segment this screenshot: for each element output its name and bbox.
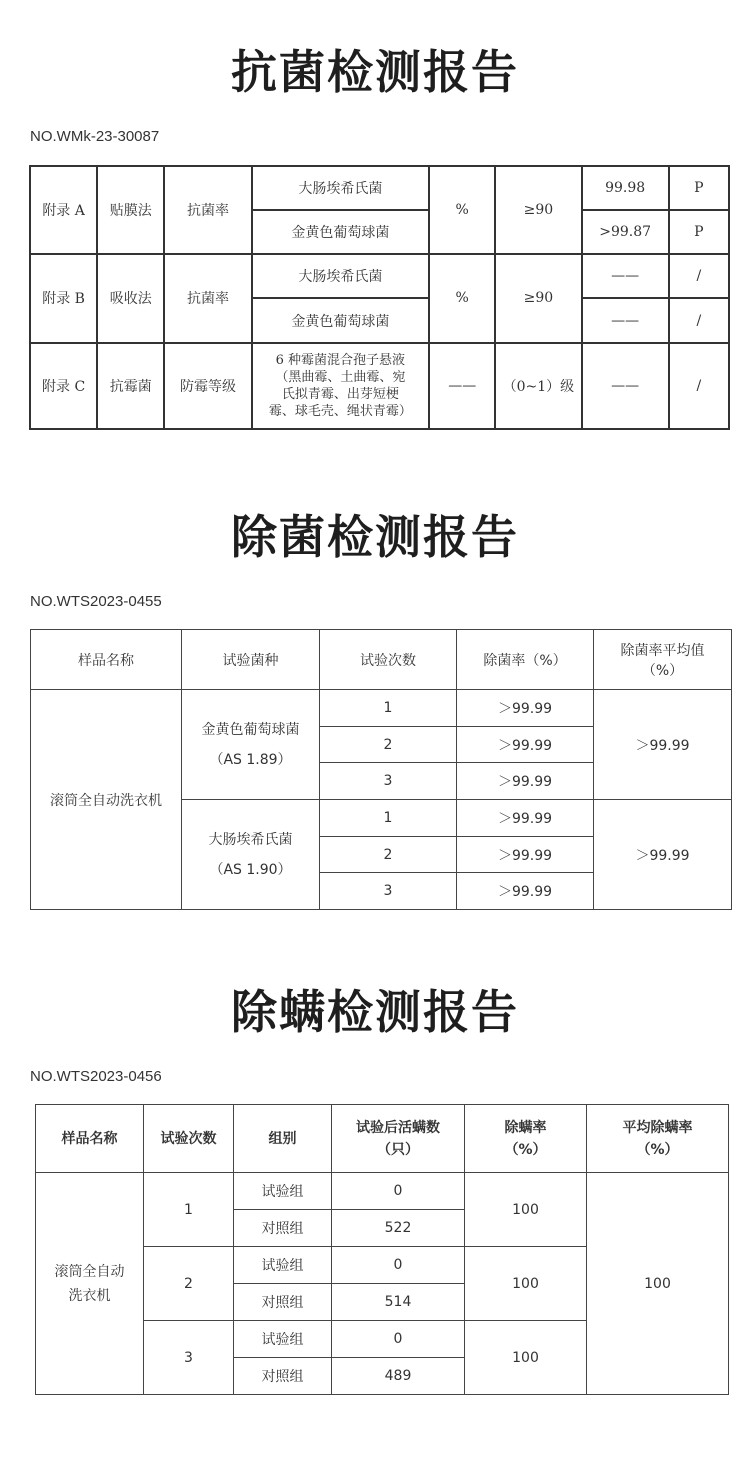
sterilization-table — [30, 629, 732, 910]
verdict-cell: / — [669, 298, 729, 342]
sterilization-report-number: NO.WTS2023-0455 — [30, 593, 162, 610]
avg-mite-rate-header-line: 平均除螨率 — [622, 1119, 693, 1136]
strain-code: （AS 1.90） — [209, 861, 292, 878]
run-number-cell: 2 — [320, 727, 457, 763]
strain-cell — [182, 690, 320, 800]
appendix-a-cell: 附录 A — [30, 166, 97, 254]
sample-header: 样品名称 — [36, 1105, 144, 1173]
alive-count-cell: 0 — [332, 1173, 465, 1210]
avg-mite-rate-header — [587, 1105, 729, 1173]
table-header-row — [36, 1105, 729, 1173]
strain-code: （AS 1.89） — [209, 751, 292, 768]
anti-mite-report-number: NO.WTS2023-0456 — [30, 1068, 162, 1085]
verdict-cell: P — [669, 166, 729, 210]
rate-header: 除菌率（%） — [457, 630, 594, 690]
method-cell: 抗霉菌 — [97, 343, 164, 429]
result-cell: —— — [582, 298, 669, 342]
mold-strain-line: 霉、球毛壳、绳状青霉） — [268, 403, 412, 419]
anti-mite-table — [35, 1104, 729, 1395]
verdict-cell: P — [669, 210, 729, 254]
rate-cell: ＞99.99 — [457, 763, 594, 800]
sample-name-cell — [36, 1173, 144, 1395]
appendix-c-cell: 附录 C — [30, 343, 97, 429]
alive-count-cell: 0 — [332, 1247, 465, 1284]
run-number-cell: 1 — [320, 800, 457, 837]
item-cell: 防霉等级 — [164, 343, 251, 429]
avg-mite-rate-header-line: （%） — [636, 1141, 679, 1158]
anti-mite-report-title: 除螨检测报告 — [231, 985, 519, 1039]
antibacterial-table — [29, 165, 730, 430]
strain-name: 大肠埃希氏菌 — [208, 831, 293, 848]
group-cell: 试验组 — [234, 1173, 332, 1210]
appendix-b-cell: 附录 B — [30, 254, 97, 342]
count-header: 试验次数 — [144, 1105, 234, 1173]
item-cell: 抗菌率 — [164, 166, 251, 254]
trial-number-cell: 3 — [144, 1321, 234, 1395]
mite-rate-header — [465, 1105, 587, 1173]
run-number-cell: 3 — [320, 763, 457, 800]
sample-name-line: 滚筒全自动 — [54, 1263, 125, 1280]
trial-number-cell: 1 — [144, 1173, 234, 1247]
strain-cell: 大肠埃希氏菌 — [252, 166, 430, 210]
mite-rate-cell: 100 — [465, 1321, 587, 1395]
group-cell: 对照组 — [234, 1284, 332, 1321]
unit-cell: % — [429, 254, 495, 342]
verdict-cell: / — [669, 254, 729, 298]
avg-mite-rate-cell: 100 — [587, 1173, 729, 1395]
alive-mites-header-line: （只） — [377, 1141, 419, 1158]
group-cell: 试验组 — [234, 1321, 332, 1358]
table-row — [36, 1173, 729, 1210]
result-cell: 99.98 — [582, 166, 669, 210]
antibacterial-report-title: 抗菌检测报告 — [231, 45, 519, 99]
mold-strain-line: （黑曲霉、土曲霉、宛 — [275, 369, 406, 385]
alive-count-cell: 489 — [332, 1358, 465, 1395]
strain-cell: 金黄色葡萄球菌 — [252, 210, 430, 254]
table-header-row — [31, 630, 732, 690]
rate-cell: ＞99.99 — [457, 873, 594, 910]
strain-cell: 金黄色葡萄球菌 — [252, 298, 430, 342]
unit-cell: —— — [429, 343, 495, 429]
table-row — [31, 690, 732, 727]
avg-cell: ＞99.99 — [594, 690, 732, 800]
rate-cell: ＞99.99 — [457, 800, 594, 837]
rate-cell: ＞99.99 — [457, 727, 594, 763]
alive-mites-header-line: 试验后活螨数 — [356, 1119, 440, 1136]
mold-strain-line: 氏拟青霉、出芽短梗 — [281, 386, 399, 402]
strain-header: 试验菌种 — [182, 630, 320, 690]
rate-cell: ＞99.99 — [457, 837, 594, 873]
avg-cell: ＞99.99 — [594, 800, 732, 910]
strain-cell: 大肠埃希氏菌 — [252, 254, 430, 298]
rate-cell: ＞99.99 — [457, 690, 594, 727]
table-row — [30, 343, 729, 429]
method-cell: 贴膜法 — [97, 166, 164, 254]
run-number-cell: 2 — [320, 837, 457, 873]
result-cell: —— — [582, 254, 669, 298]
requirement-cell: ≥90 — [495, 166, 581, 254]
avg-header-line: 除菌率平均值 — [620, 642, 705, 659]
result-cell: —— — [582, 343, 669, 429]
group-cell: 试验组 — [234, 1247, 332, 1284]
alive-count-cell: 0 — [332, 1321, 465, 1358]
mold-strain-line: 6 种霉菌混合孢子悬液 — [275, 352, 406, 368]
sample-header: 样品名称 — [31, 630, 182, 690]
mite-rate-cell: 100 — [465, 1247, 587, 1321]
alive-count-cell: 514 — [332, 1284, 465, 1321]
group-cell: 对照组 — [234, 1358, 332, 1395]
item-cell: 抗菌率 — [164, 254, 251, 342]
count-header: 试验次数 — [320, 630, 457, 690]
table-row — [30, 166, 729, 210]
unit-cell: % — [429, 166, 495, 254]
requirement-cell: （0~1）级 — [495, 343, 581, 429]
avg-header — [594, 630, 732, 690]
avg-header-line: （%） — [641, 662, 684, 679]
mold-strain-cell — [252, 343, 430, 429]
sample-name-line: 洗衣机 — [68, 1287, 111, 1304]
method-cell: 吸收法 — [97, 254, 164, 342]
mite-rate-cell: 100 — [465, 1173, 587, 1247]
alive-count-cell: 522 — [332, 1210, 465, 1247]
sterilization-report-title: 除菌检测报告 — [231, 510, 519, 564]
strain-cell — [182, 800, 320, 910]
group-header: 组别 — [234, 1105, 332, 1173]
antibacterial-report-number: NO.WMk-23-30087 — [30, 128, 160, 145]
requirement-cell: ≥90 — [495, 254, 581, 342]
mite-rate-header-line: 除螨率 — [504, 1119, 547, 1136]
sample-name-cell: 滚筒全自动洗衣机 — [31, 690, 182, 910]
verdict-cell: / — [669, 343, 729, 429]
run-number-cell: 1 — [320, 690, 457, 727]
trial-number-cell: 2 — [144, 1247, 234, 1321]
run-number-cell: 3 — [320, 873, 457, 910]
alive-mites-header — [332, 1105, 465, 1173]
table-row — [30, 254, 729, 298]
result-cell: >99.87 — [582, 210, 669, 254]
strain-name: 金黄色葡萄球菌 — [201, 721, 300, 738]
mite-rate-header-line: （%） — [504, 1141, 547, 1158]
group-cell: 对照组 — [234, 1210, 332, 1247]
